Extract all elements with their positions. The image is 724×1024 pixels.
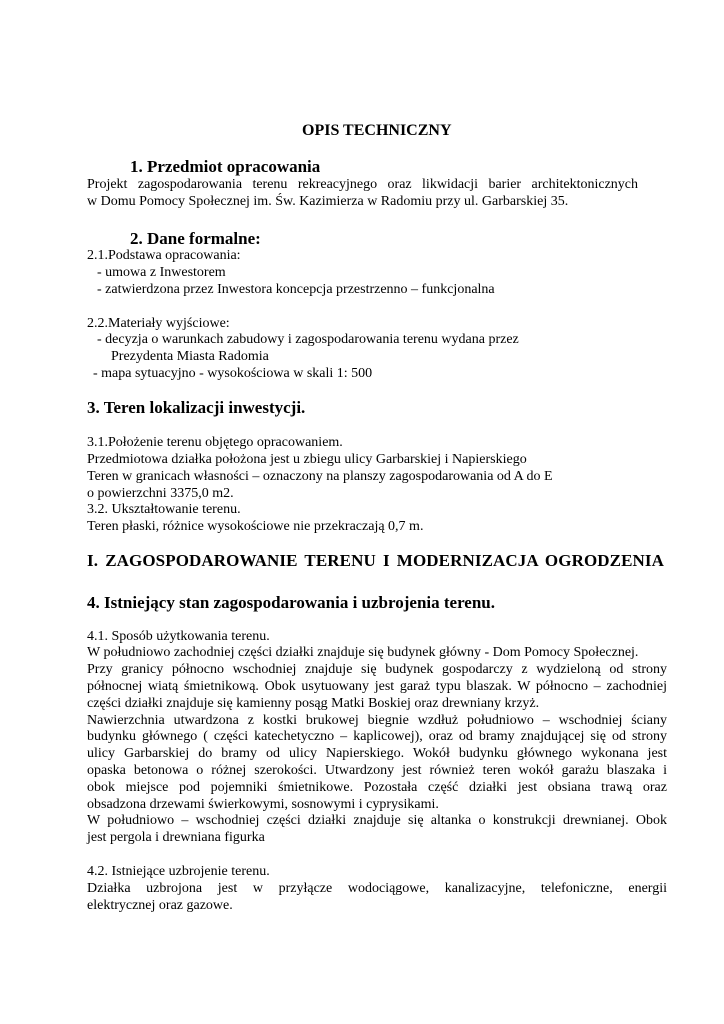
- section-3-line: Przedmiotowa działka położona jest u zbiegu ulicy Garbarskiej i Napierskiego: [87, 452, 527, 467]
- list-item: - umowa z Inwestorem: [97, 265, 226, 280]
- part-1-heading: I. ZAGOSPODAROWANIE TERENU I MODERNIZACJA OGRODZENIA: [87, 551, 664, 570]
- subsection-4-2-title: 4.2. Istniejące uzbrojenie terenu.: [87, 864, 270, 879]
- section-3-line: Teren w granicach własności – oznaczony na planszy zagospodarowania od A do E: [87, 469, 553, 484]
- section-3-line: 3.1.Położenie terenu objętego opracowaniem.: [87, 435, 343, 450]
- list-item: - mapa sytuacyjno - wysokościowa w skali 1: 500: [93, 366, 373, 381]
- paragraph-line: budynku głównego ( części katechetyczno – kaplicowej), oraz od bramy znajdującej się od strony: [87, 729, 667, 744]
- paragraph-line: obsadzona drzewami świerkowymi, sosnowymi i cyprysikami.: [87, 797, 439, 812]
- section-2-heading: 2. Dane formalne:: [130, 229, 261, 248]
- section-1-line: w Domu Pomocy Społecznej im. Św. Kazimierza w Radomiu przy ul. Garbarskiej 35.: [87, 194, 569, 209]
- paragraph-line: Przy granicy północno wschodniej znajduje się budynek gospodarczy z wydzieloną od strony: [87, 662, 667, 677]
- list-item: - decyzja o warunkach zabudowy i zagospodarowania terenu wydana przez: [97, 332, 519, 347]
- section-4-heading: 4. Istniejący stan zagospodarowania i uzbrojenia terenu.: [87, 593, 496, 612]
- section-3-line: o powierzchni 3375,0 m2.: [87, 486, 234, 501]
- subsection-2-2-title: 2.2.Materiały wyjściowe:: [87, 316, 230, 331]
- paragraph-line: W południowo zachodniej części działki znajduje się budynek główny - Dom Pomocy Społecznej.: [87, 645, 639, 660]
- paragraph-line: Nawierzchnia utwardzona z kostki brukowej biegnie wzdłuż południowo – wschodniej ściany: [87, 713, 667, 728]
- section-1-line: Projekt zagospodarowania terenu rekreacyjnego oraz likwidacji barier architektonicznych: [87, 177, 638, 192]
- paragraph-line: części działki znajduje się kamienny posąg Matki Boskiej oraz drewniany krzyż.: [87, 696, 540, 711]
- document-title: OPIS TECHNICZNY: [302, 122, 452, 139]
- paragraph-line: opaska betonowa o różnej szerokości. Utwardzony jest również teren wokół garażu blaszaka i: [87, 763, 667, 778]
- paragraph-line: Działka uzbrojona jest w przyłącze wodociągowe, kanalizacyjne, telefoniczne, energii: [87, 881, 667, 896]
- paragraph-line: północnej wiatą śmietnikową. Obok usytuowany jest garaż typu blaszak. W północno – zachodniej: [87, 679, 667, 694]
- subsection-2-1-title: 2.1.Podstawa opracowania:: [87, 248, 241, 263]
- paragraph-line: jest pergola i drewniana figurka: [87, 830, 265, 845]
- section-3-heading: 3. Teren lokalizacji inwestycji.: [87, 398, 306, 417]
- paragraph-line: W południowo – wschodniej części działki znajduje się altanka o konstrukcji drewnianej. Obok: [87, 813, 667, 828]
- list-item: - zatwierdzona przez Inwestora koncepcja przestrzenno – funkcjonalna: [97, 282, 495, 297]
- section-3-line: 3.2. Ukształtowanie terenu.: [87, 502, 241, 517]
- section-1-heading: 1. Przedmiot opracowania: [130, 157, 321, 176]
- paragraph-line: elektrycznej oraz gazowe.: [87, 898, 233, 913]
- paragraph-line: obok miejsce pod pojemniki śmietnikowe. Pozostała część działki jest obsiana trawą oraz: [87, 780, 667, 795]
- section-3-line: Teren płaski, różnice wysokościowe nie przekraczają 0,7 m.: [87, 519, 424, 534]
- list-item-continuation: Prezydenta Miasta Radomia: [111, 349, 269, 364]
- subsection-4-1-title: 4.1. Sposób użytkowania terenu.: [87, 629, 270, 644]
- paragraph-line: ulicy Garbarskiej do bramy od ulicy Napierskiego. Wokół budynku głównego wykonana jest: [87, 746, 667, 761]
